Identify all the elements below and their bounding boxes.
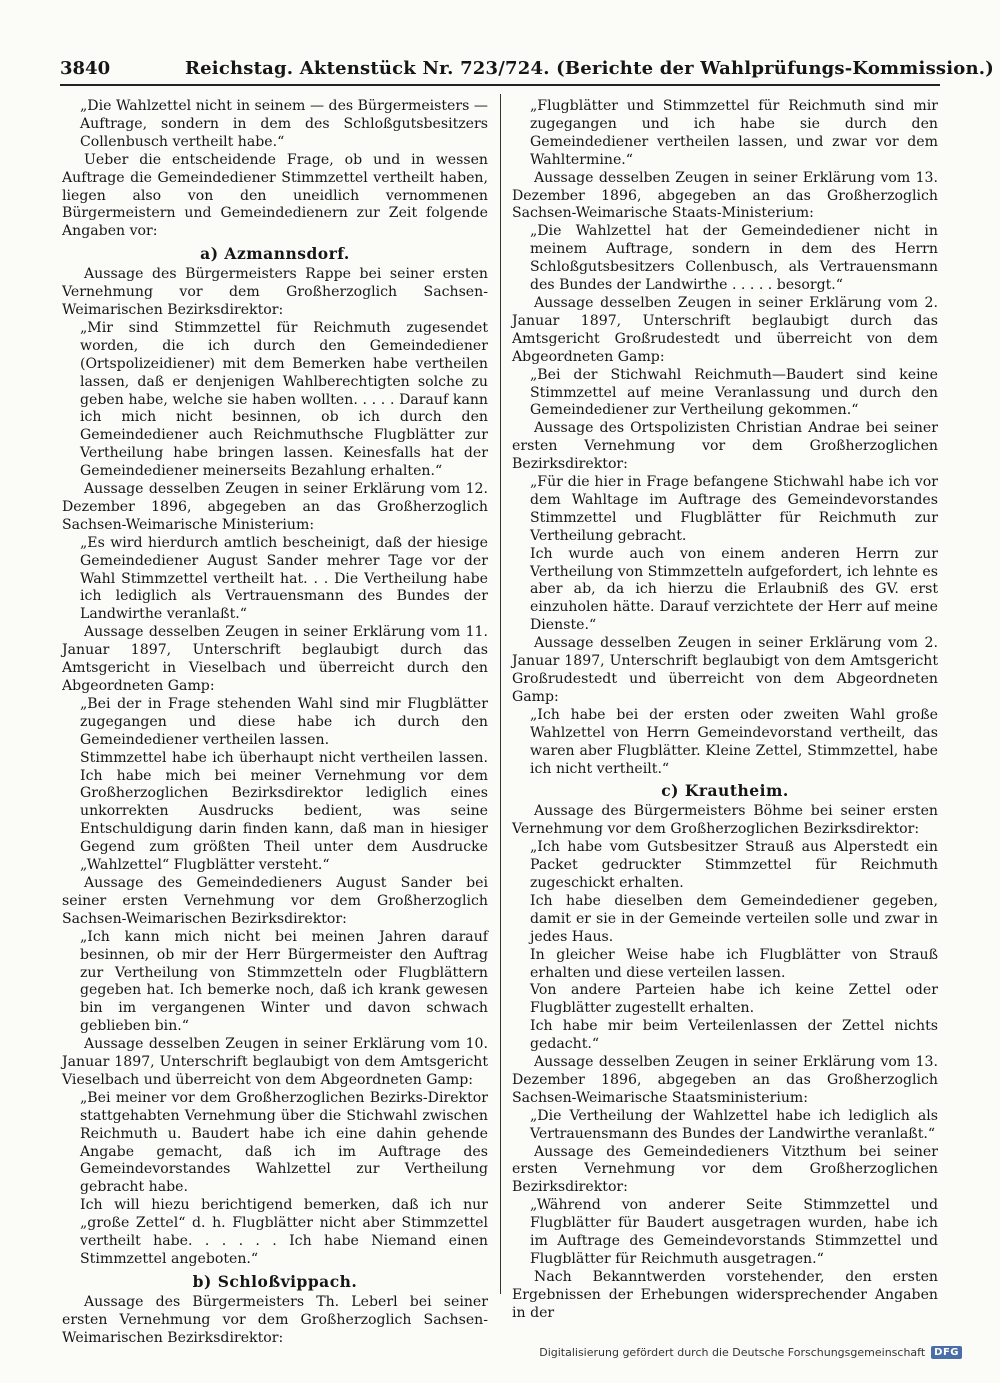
section-heading: a) Azmannsdorf. [200, 244, 350, 264]
body-paragraph: Aussage des Gemeindedieners Vitzthum bei seiner ersten Vernehmung vor dem Großherzoglichen Bezirksdirektor: [512, 1143, 938, 1196]
body-paragraph: Aussage desselben Zeugen in seiner Erklärung vom 12. Dezember 1896, abgegeben an das Großherzoglich Sachsen-Weimarische Ministerium: [62, 481, 488, 533]
body-paragraph: Aussage des Gemeindedieners August Sander bei seiner ersten Vernehmung vor dem Großherzoglich Sachsen-Weimarischen Bezirksdirektor: [62, 874, 488, 927]
quotation-paragraph: Stimmzettel habe ich überhaupt nicht vertheilen lassen. Ich habe mich bei meiner Vernehmung vor dem Großherzoglichen Bezirksdirektor lediglich eines unkorrekten Ausdrucks bedient, was seine Entschuldigung darin finden kann, daß man in hiesiger Gegend zum größten Theil unter dem Ausdrucke „Wahlzettel“ Flugblätter versteht.“ [80, 749, 488, 874]
quotation-paragraph: „Mir sind Stimmzettel für Reichmuth zugesendet worden, die ich durch den Gemeindediener (Ortspolizeidiener) mit dem Bemerken habe vertheilen lassen, daß er denjenigen Wahlberechtigten solche zu geben habe, welche sie haben wollten. . . . . Darauf kann ich mich nicht besinnen, ob ich durch den Gemeindediener auch Reichmuthsche Flugblätter zur Vertheilung habe bringen lassen. Keinesfalls hat der Gemeindediener meinerseits Bezahlung erhalten.“ [80, 319, 488, 480]
quotation-paragraph: Ich will hiezu berichtigend bemerken, daß ich nur „große Zettel“ d. h. Flugblätter nicht aber Stimmzettel vertheilt habe. . . . . . Ich habe Niemand einen Stimmzettel angeboten.“ [80, 1197, 488, 1267]
right-column [512, 98, 938, 1323]
body-paragraph: Aussage des Bürgermeisters Böhme bei seiner ersten Vernehmung vor dem Großherzoglichen Bezirksdirektor: [512, 803, 938, 838]
page-number: 3840 [60, 58, 111, 79]
quotation-paragraph: „Für die hier in Frage befangene Stichwahl habe ich vor dem Wahltage im Auftrage des Gemeindevorstandes Stimmzettel und Flugblätter für Reichmuth zur Vertheilung gebracht. [530, 474, 938, 544]
quotation-paragraph: „Bei der in Frage stehenden Wahl sind mir Flugblätter zugegangen und diese habe ich durch den Gemeindediener vertheilen lassen. [80, 695, 488, 748]
quotation-paragraph: Ich wurde auch von einem anderen Herrn zur Vertheilung von Stimmzetteln aufgefordert, ich lehnte es aber ab, da ich hierzu die Erlaubniß des GV. erst einzuholen hätte. Darauf verzichtete der Herr auf meine Dienste.“ [530, 545, 939, 634]
body-paragraph: Aussage des Ortspolizisten Christian Andrae bei seiner ersten Vernehmung vor dem Großherzoglichen Bezirksdirektor: [512, 420, 938, 473]
quotation-paragraph: „Ich habe bei der ersten oder zweiten Wahl große Wahlzettel von Herrn Gemeindevorstand vertheilt, das waren aber Flugblätter. Kleine Zettel, Stimmzettel, habe ich nicht vertheilt.“ [530, 706, 938, 777]
left-column [62, 98, 488, 1348]
quotation-paragraph: „Bei meiner vor dem Großherzoglichen Bezirks-Direktor stattgehabten Vernehmung über die Stichwahl zwischen Reichmuth u. Baudert habe ich eine dahin gehende Angabe gemacht, daß ich im Auftrage des Gemeindevorstandes Wahlzettel zur Vertheilung gebracht habe. [80, 1089, 488, 1196]
body-paragraph: Aussage desselben Zeugen in seiner Erklärung vom 2. Januar 1897, Unterschrift beglaubigt von dem Amtsgericht Großrudestedt und überreicht von dem Abgeordneten Gamp: [512, 635, 938, 705]
body-paragraph: Aussage desselben Zeugen in seiner Erklärung vom 11. Januar 1897, Unterschrift beglaubigt durch das Amtsgericht in Vieselbach und überreicht durch den Abgeordneten Gamp: [62, 624, 488, 694]
section-heading: c) Krautheim. [661, 781, 789, 801]
body-paragraph: Aussage des Bürgermeisters Th. Leberl bei seiner ersten Vernehmung vor dem Großherzoglich Sachsen-Weimarischen Bezirksdirektor: [62, 1293, 488, 1346]
body-paragraph: Aussage desselben Zeugen in seiner Erklärung vom 2. Januar 1897, Unterschrift beglaubigt durch das Amtsgericht Großrudestedt und überreicht von dem Abgeordneten Gamp: [512, 294, 938, 365]
page-header [60, 52, 994, 82]
column-divider [500, 94, 501, 1294]
body-paragraph: Nach Bekanntwerden vorstehender, den ersten Ergebnissen der Erhebungen widersprechender Angaben in der [512, 1268, 938, 1321]
quotation-paragraph: „Die Wahlzettel hat der Gemeindediener nicht in meinem Auftrage, sondern in dem des Herrn Schloßgutsbesitzers Collenbusch, als Vertrauensmann des Bundes der Landwirthe . . . . . besorgt.“ [530, 223, 938, 294]
quotation-paragraph: „Während von anderer Seite Stimmzettel und Flugblätter für Baudert ausgetragen wurden, habe ich im Auftrage des Gemeindevorstands Stimmzettel und Flugblätter für Reichmuth ausgetragen.“ [530, 1197, 938, 1267]
quotation-paragraph: „Die Wahlzettel nicht in seinem — des Bürgermeisters — Auftrage, sondern in dem des Schloßgutsbesitzers Collenbusch vertheilt habe.“ [80, 98, 488, 150]
quotation-paragraph: Ich habe dieselben dem Gemeindediener gegeben, damit er sie in der Gemeinde verteilen solle und zwar in jedes Haus. [530, 892, 938, 945]
quotation-paragraph: In gleicher Weise habe ich Flugblätter von Strauß erhalten und diese verteilen lassen. [530, 946, 938, 981]
credit-text: Digitalisierung gefördert durch die Deutsche Forschungsgemeinschaft [539, 1346, 926, 1359]
quotation-paragraph: „Ich kann mich nicht bei meinen Jahren darauf besinnen, ob mir der Herr Bürgermeister den Auftrag zur Vertheilung von Stimmzetteln oder Flugblättern gegeben hat. Ich bemerke noch, daß ich krank gewesen bin im vergangenen Winter und davon schwach geblieben bin.“ [80, 928, 488, 1035]
body-paragraph: Aussage desselben Zeugen in seiner Erklärung vom 13. Dezember 1896, abgegeben an das Großherzoglich Sachsen-Weimarische Staats-Ministerium: [512, 169, 938, 222]
header-rule [60, 84, 940, 86]
quotation-paragraph: „Ich habe vom Gutsbesitzer Strauß aus Alperstedt ein Packet gedruckter Stimmzettel für Reichmuth zugeschickt erhalten. [530, 839, 938, 891]
quotation-paragraph: Von andere Parteien habe ich keine Zettel oder Flugblätter zugestellt erhalten. [530, 982, 938, 1017]
section-heading: b) Schloßvippach. [192, 1271, 358, 1291]
body-paragraph: Aussage des Bürgermeisters Rappe bei seiner ersten Vernehmung vor dem Großherzoglich Sachsen-Weimarischen Bezirksdirektor: [62, 266, 488, 318]
body-paragraph: Ueber die entscheidende Frage, ob und in wessen Auftrage die Gemeindediener Stimmzettel vertheilt haben, liegen also von den uneidlich vernommenen Bürgermeistern und Gemeindedienern zur Zeit folgende Angaben vor: [62, 151, 488, 240]
running-title: Reichstag. Aktenstück Nr. 723/724. (Berichte der Wahlprüfungs-Kommission.) [185, 58, 994, 79]
quotation-paragraph: „Flugblätter und Stimmzettel für Reichmuth sind mir zugegangen und ich habe sie durch den Gemeindediener vertheilen lassen, und zwar vor dem Wahltermine.“ [530, 98, 938, 168]
quotation-paragraph: „Bei der Stichwahl Reichmuth—Baudert sind keine Stimmzettel auf meine Veranlassung und durch den Gemeindediener zur Vertheilung gekommen.“ [530, 366, 938, 419]
body-paragraph: Aussage desselben Zeugen in seiner Erklärung vom 13. Dezember 1896, abgegeben an das Großherzoglich Sachsen-Weimarische Staatsministerium: [512, 1054, 938, 1106]
quotation-paragraph: Ich habe mir beim Verteilenlassen der Zettel nichts gedacht.“ [530, 1018, 938, 1053]
digitization-credit [539, 1346, 962, 1359]
quotation-paragraph: „Es wird hierdurch amtlich bescheinigt, daß der hiesige Gemeindediener August Sander mehrer Tage vor der Wahl Stimmzettel vertheilt hat. . . Die Vertheilung habe ich lediglich als Vertrauensmann des Bundes der Landwirthe veranlaßt.“ [80, 534, 488, 623]
dfg-logo: DFG [931, 1346, 962, 1359]
body-paragraph: Aussage desselben Zeugen in seiner Erklärung vom 10. Januar 1897, Unterschrift beglaubigt von dem Amtsgericht Vieselbach und überreicht von dem Abgeordneten Gamp: [62, 1036, 488, 1088]
quotation-paragraph: „Die Vertheilung der Wahlzettel habe ich lediglich als Vertrauensmann des Bundes der Landwirthe veranlaßt.“ [530, 1107, 938, 1142]
